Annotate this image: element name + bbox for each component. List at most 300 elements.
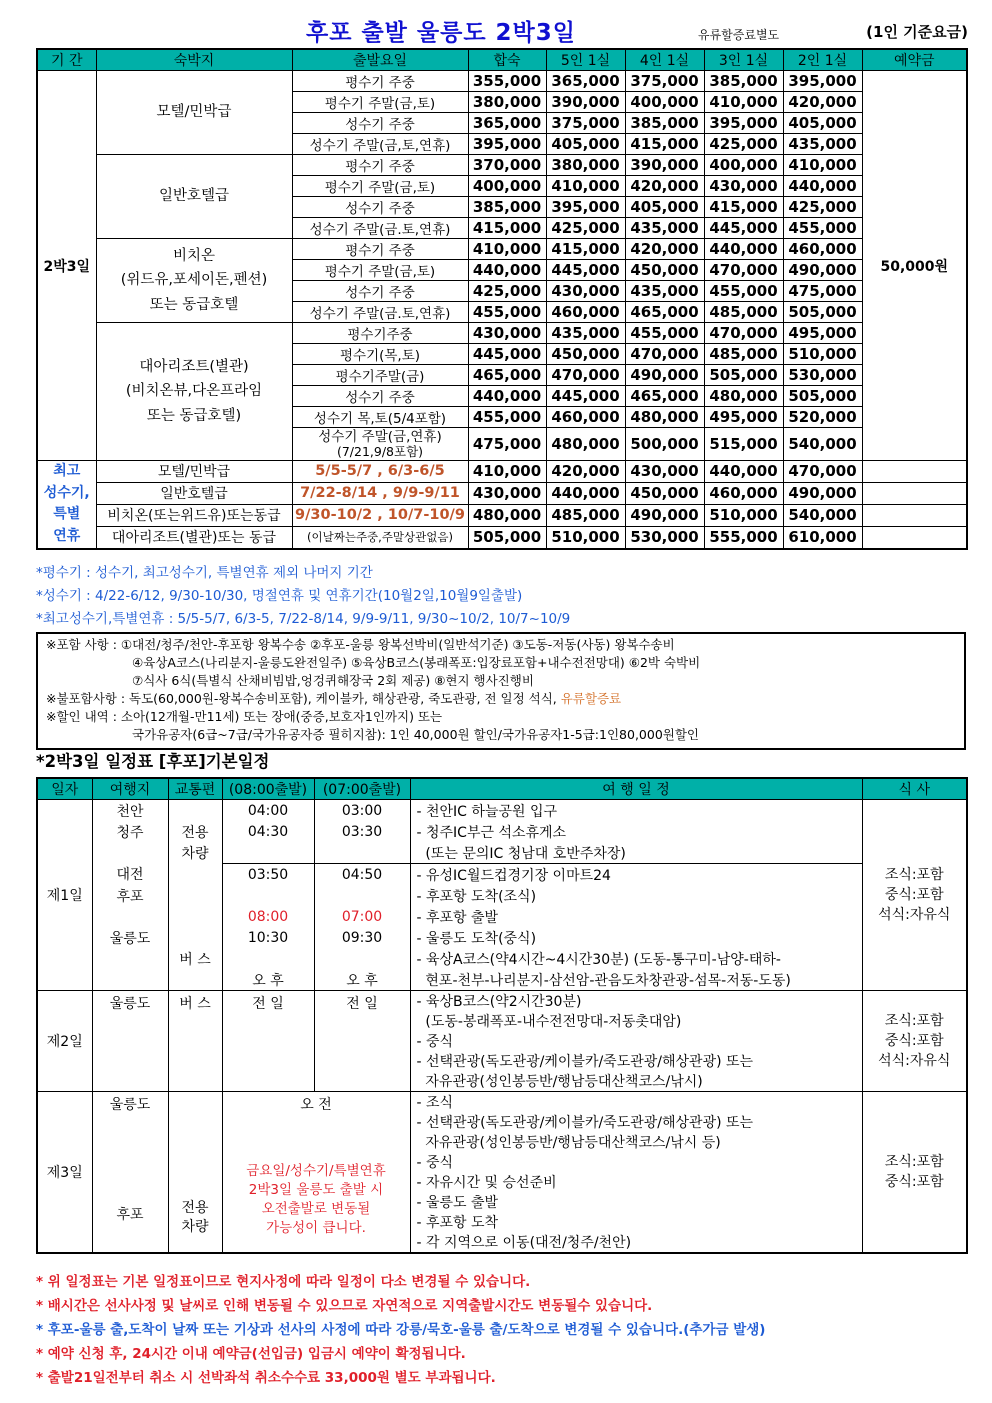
price-cell: 475,000 (468, 428, 546, 461)
price-cell: 435,000 (546, 323, 625, 344)
price-cell: 365,000 (546, 71, 625, 92)
time-morning: 오 전 (300, 1097, 332, 1113)
price-cell: 485,000 (546, 504, 625, 526)
price-cell: 475,000 (783, 281, 862, 302)
price-cell: 395,000 (704, 113, 783, 134)
departure-day-cell (292, 302, 468, 323)
itinerary-item: - 자유시간 및 승선준비 (410, 1172, 862, 1192)
col-5-per-room: 5인 1실 (546, 49, 625, 71)
price-cell: 610,000 (783, 526, 862, 548)
meals-cell-line: 조식:포함 (884, 1153, 944, 1170)
price-cell: 495,000 (704, 407, 783, 428)
accommodation-line: (위드유,포세이돈,펜션) (120, 272, 268, 289)
price-cell: 445,000 (468, 344, 546, 365)
meals-cell-line: 중식:포함 (884, 886, 944, 903)
page-title: 후포 출발 울릉도 2박3일 (306, 20, 576, 46)
meals-cell-line: 중식:포함 (884, 1032, 944, 1049)
price-cell: 400,000 (704, 155, 783, 176)
peak-date-cell: 5/5-5/7 , 6/3-6/5 (292, 461, 468, 483)
peak-period-line: 연휴 (53, 528, 81, 545)
itinerary-item: (도동-봉래폭포-내수전전망대-저동촛대암) (410, 1011, 862, 1031)
price-cell: 480,000 (704, 386, 783, 407)
price-cell: 410,000 (546, 176, 625, 197)
price-cell: 470,000 (546, 365, 625, 386)
itinerary-item: - 육상A코스(약4시간~4시간30분) (도동-통구미-남양-태하- (410, 948, 862, 969)
price-cell: 385,000 (704, 71, 783, 92)
col-dorm: 합숙 (468, 49, 546, 71)
time-0700: 04:50 (314, 864, 410, 886)
accommodation-line: 비치온 (172, 247, 216, 264)
price-cell: 450,000 (625, 482, 704, 504)
peak-accommodation-cell: 비치온(또는위드유)또는동급 (96, 504, 292, 526)
departure-day-cell (292, 113, 468, 134)
price-cell: 440,000 (546, 482, 625, 504)
accommodation-cell (96, 239, 292, 323)
deposit-empty-cell (862, 482, 967, 504)
accommodation-line: 또는 동급호텔) (146, 407, 242, 424)
price-cell: 440,000 (468, 260, 546, 281)
col-0800: (08:00출발) (222, 778, 314, 800)
price-cell: 385,000 (468, 197, 546, 218)
price-cell: 490,000 (783, 260, 862, 281)
peak-date-cell: 7/22-8/14 , 9/9-9/11 (292, 482, 468, 504)
itinerary-item: - 중식 (410, 1152, 862, 1172)
departure-day-text: 성수기 주말(금.토,연휴) (309, 306, 451, 322)
transport-cell (168, 1092, 222, 1254)
price-cell: 425,000 (468, 281, 546, 302)
time-0700: 03:30 (314, 821, 410, 842)
meals-cell-line: 중식:포함 (884, 1174, 944, 1190)
exclusions-line (38, 690, 964, 708)
itinerary-item: - 천안IC 하늘공원 입구 (410, 800, 862, 822)
price-cell: 455,000 (468, 407, 546, 428)
accommodation-line: 대아리조트(별관) (139, 358, 249, 375)
price-cell: 425,000 (704, 134, 783, 155)
price-cell: 420,000 (625, 239, 704, 260)
destination-cell: 청주 (92, 821, 168, 842)
price-cell: 430,000 (704, 176, 783, 197)
departure-day-cell (292, 386, 468, 407)
price-cell: 355,000 (468, 71, 546, 92)
price-cell: 375,000 (625, 71, 704, 92)
accommodation-cell (96, 323, 292, 461)
transport-vehicle: 차량 (168, 842, 222, 864)
departure-day-text: 평수기(목,토) (339, 348, 421, 364)
price-cell: 540,000 (783, 504, 862, 526)
price-table (36, 48, 968, 550)
price-cell: 470,000 (704, 323, 783, 344)
table-row (37, 482, 967, 504)
peak-period-line: 성수기, (43, 484, 90, 501)
time-0800: 전 일 (222, 991, 314, 1092)
meals-cell (862, 991, 967, 1092)
price-cell: 510,000 (704, 504, 783, 526)
price-cell: 440,000 (468, 386, 546, 407)
departure-day-cell (292, 428, 468, 461)
departure-day-cell (292, 176, 468, 197)
departure-day-cell (292, 155, 468, 176)
price-cell: 505,000 (783, 302, 862, 323)
inclusions-line-2: ④육상A코스(나리분지-울릉도완전일주) ⑤육상B코스(봉래폭포:입장료포함+내수전전망대) ⑥2박 숙박비 (132, 655, 701, 670)
time-0700: 07:00 (314, 906, 410, 927)
price-cell: 455,000 (468, 302, 546, 323)
deposit-cell: 50,000원 (862, 71, 967, 461)
accommodation-cell (96, 155, 292, 239)
departure-day-text: 평수기 주중 (345, 159, 415, 175)
col-4-per-room: 4인 1실 (625, 49, 704, 71)
price-cell: 405,000 (546, 134, 625, 155)
schedule-row (37, 885, 967, 906)
price-cell: 440,000 (783, 176, 862, 197)
schedule-row (37, 842, 967, 864)
departure-day-cell (292, 407, 468, 428)
table-row (37, 155, 967, 176)
day-label: 제1일 (37, 800, 92, 991)
price-cell: 455,000 (625, 323, 704, 344)
departure-day-text: 성수기 주중 (345, 285, 415, 301)
deposit-empty-cell (862, 504, 967, 526)
price-cell: 435,000 (625, 281, 704, 302)
note-peak-season: *성수기 : 4/22-6/12, 9/30-10/30, 명절연휴 및 연휴기간(10월2일,10월9일출발) (36, 588, 523, 604)
transport-cell (168, 800, 222, 822)
schedule-header (37, 778, 967, 800)
price-cell: 490,000 (625, 365, 704, 386)
itinerary-item: - 조식 (410, 1092, 862, 1113)
col-2-per-room: 2인 1실 (783, 49, 862, 71)
warning-line: 2박3일 울릉도 출발 시 (248, 1181, 384, 1198)
schedule-row (37, 821, 967, 842)
price-basis: (1인 기준요금) (866, 23, 968, 41)
footer-note: * 출발21일전부터 취소 시 선박좌석 취소수수료 33,000원 별도 부과됩니다. (36, 1370, 496, 1386)
price-cell: 425,000 (546, 218, 625, 239)
table-row (37, 461, 967, 483)
inclusions-box (36, 632, 966, 750)
departure-day-text: 성수기 목,토(5/4포함) (313, 411, 447, 427)
price-cell: 430,000 (468, 482, 546, 504)
departure-day-text: 평수기 주말(금,토) (324, 264, 436, 280)
exclusions-text: ※불포함사항 : 독도(60,000원-왕복수송비포함), 케이블카, 해상관광, 죽도관광, 전 일정 석식, (46, 691, 561, 706)
price-cell: 420,000 (783, 92, 862, 113)
transport-cell (168, 885, 222, 906)
price-cell: 430,000 (625, 461, 704, 483)
col-transport: 교통편 (168, 778, 222, 800)
price-cell: 410,000 (468, 239, 546, 260)
price-cell: 455,000 (704, 281, 783, 302)
itinerary-item: - 후포항 출발 (410, 906, 862, 927)
price-cell: 410,000 (704, 92, 783, 113)
season-notes (36, 562, 966, 631)
price-cell: 495,000 (783, 323, 862, 344)
time-0800: 03:50 (222, 864, 314, 886)
price-cell: 405,000 (625, 197, 704, 218)
departure-day-cell (292, 71, 468, 92)
departure-day-text: 평수기주중 (347, 327, 413, 343)
price-cell: 485,000 (704, 344, 783, 365)
price-cell: 435,000 (625, 218, 704, 239)
departure-day-text: 평수기주말(금) (335, 369, 425, 385)
price-cell: 460,000 (546, 302, 625, 323)
departure-day-text: 평수기 주중 (345, 243, 415, 259)
transport-cell (168, 906, 222, 927)
footer-note: * 배시간은 선사사정 및 날씨로 인해 변동될 수 있으므로 자연적으로 지역출발시간도 변동될수 있습니다. (36, 1298, 653, 1314)
footer-note: * 위 일정표는 기본 일정표이므로 현지사정에 따라 일정이 다소 변경될 수 있습니다. (36, 1274, 531, 1290)
itinerary-item: - 후포항 도착(조식) (410, 885, 862, 906)
itinerary-item: - 울릉도 도착(중식) (410, 927, 862, 948)
destination-cell (92, 1092, 168, 1254)
time-0700 (314, 948, 410, 969)
time-0800: 04:00 (222, 800, 314, 822)
departure-day-cell (292, 281, 468, 302)
price-cell: 515,000 (704, 428, 783, 461)
itinerary-item: 자유관광(성인봉등반/행남등대산책코스/낚시) (410, 1071, 862, 1092)
peak-accommodation-cell: 일반호텔급 (96, 482, 292, 504)
time-0800: 오 후 (222, 969, 314, 991)
meals-cell (862, 800, 967, 991)
price-cell: 410,000 (783, 155, 862, 176)
table-row (37, 323, 967, 344)
departure-day-cell (292, 365, 468, 386)
note-top-peak: *최고성수기,특별연휴 : 5/5-5/7, 6/3-5, 7/22-8/14, 9/9-9/11, 9/30~10/2, 10/7~10/9 (36, 611, 571, 627)
table-row (37, 239, 967, 260)
departure-day-cell (292, 197, 468, 218)
transport-cell (168, 864, 222, 886)
transport-bus: 버 스 (168, 948, 222, 969)
time-0800: 08:00 (222, 906, 314, 927)
itinerary-item: - 선택관광(독도관광/케이블카/죽도관광/해상관광) 또는 (410, 1051, 862, 1071)
day-label: 제2일 (37, 991, 92, 1092)
departure-day-text: 성수기 주중 (345, 201, 415, 217)
price-cell: 465,000 (625, 386, 704, 407)
price-cell: 390,000 (546, 92, 625, 113)
price-cell: 445,000 (704, 218, 783, 239)
meals-cell-line: 석식:자유식 (878, 907, 951, 924)
price-cell: 435,000 (783, 134, 862, 155)
price-cell: 470,000 (625, 344, 704, 365)
price-cell: 465,000 (625, 302, 704, 323)
time-0800 (222, 948, 314, 969)
destination-cell (92, 842, 168, 864)
departure-day-cell (292, 323, 468, 344)
itinerary-item: - 울릉도 출발 (410, 1192, 862, 1212)
peak-period-line: 최고 (53, 463, 81, 479)
header (36, 12, 968, 48)
day-label: 제3일 (37, 1092, 92, 1254)
price-cell: 395,000 (468, 134, 546, 155)
price-cell: 380,000 (468, 92, 546, 113)
time-0700: 09:30 (314, 927, 410, 948)
price-cell: 365,000 (468, 113, 546, 134)
period-cell: 2박3일 (37, 71, 96, 461)
warning-line: 금요일/성수기/특별연휴 (246, 1163, 386, 1179)
time-0800 (222, 842, 314, 864)
schedule-row (37, 906, 967, 927)
early-departure-warning (223, 1162, 410, 1238)
transport-bus: 버 스 (168, 991, 222, 1092)
departure-day-text: 성수기 주중 (345, 390, 415, 406)
departure-day-cell (292, 239, 468, 260)
departure-day-text: 평수기 주말(금,토) (324, 96, 436, 112)
departure-day-text: 성수기 주중 (345, 117, 415, 133)
price-cell: 385,000 (625, 113, 704, 134)
destination-cell: 울릉도 (92, 927, 168, 948)
schedule-row (37, 927, 967, 948)
departure-day-cell (292, 218, 468, 239)
peak-date-cell: 9/30-10/2 , 10/7-10/9 (292, 504, 468, 526)
col-itinerary: 여 행 일 정 (410, 778, 862, 800)
inclusions-line-3: ⑦식사 6식(특별식 산채비빔밥,엉겅퀴해장국 2회 제공) ⑧현지 행사진행비 (132, 673, 534, 688)
price-cell: 460,000 (704, 482, 783, 504)
price-cell: 490,000 (625, 504, 704, 526)
departure-day-text: 성수기 주말(금.토,연휴) (309, 222, 451, 238)
itinerary-item: - 선택관광(독도관광/케이블카/죽도관광/해상관광) 또는 (410, 1112, 862, 1132)
price-cell: 445,000 (546, 386, 625, 407)
accommodation-line: 일반호텔급 (158, 188, 230, 205)
destination-cell (92, 969, 168, 991)
col-meals: 식 사 (862, 778, 967, 800)
price-cell: 460,000 (783, 239, 862, 260)
departure-day-cell (292, 260, 468, 281)
col-destination: 여행지 (92, 778, 168, 800)
table-row (37, 504, 967, 526)
price-cell: 505,000 (468, 526, 546, 548)
meals-cell-line: 조식:포함 (884, 1012, 944, 1029)
price-cell: 510,000 (783, 344, 862, 365)
itinerary-item: - 각 지역으로 이동(대전/청주/천안) (410, 1232, 862, 1253)
price-cell: 415,000 (468, 218, 546, 239)
price-cell: 440,000 (704, 461, 783, 483)
price-cell: 505,000 (704, 365, 783, 386)
peak-period-cell (37, 461, 96, 549)
price-cell: 430,000 (546, 281, 625, 302)
price-cell: 480,000 (546, 428, 625, 461)
accommodation-cell (96, 71, 292, 155)
schedule-table (36, 777, 968, 1254)
footer-note: * 예약 신청 후, 24시간 이내 예약금(선입금) 입금시 예약이 확정됩니다. (36, 1346, 466, 1362)
itinerary-item: - 청주IC부근 석소휴게소 (410, 821, 862, 842)
price-cell: 445,000 (546, 260, 625, 281)
price-cell: 485,000 (704, 302, 783, 323)
departure-day-text: 평수기 주말(금,토) (324, 180, 436, 196)
table-row (37, 71, 967, 92)
departure-day-cell (292, 134, 468, 155)
price-cell: 465,000 (468, 365, 546, 386)
col-departure-day: 출발요일 (292, 49, 468, 71)
price-cell: 440,000 (704, 239, 783, 260)
time-0700 (314, 842, 410, 864)
col-accommodation: 숙박지 (96, 49, 292, 71)
price-cell: 415,000 (625, 134, 704, 155)
time-0700: 03:00 (314, 800, 410, 822)
col-0700: (07:00출발) (314, 778, 410, 800)
time-0700: 전 일 (314, 991, 410, 1092)
price-cell: 400,000 (625, 92, 704, 113)
departure-day-text: 평수기 주중 (345, 75, 415, 91)
destination-cell (92, 906, 168, 927)
schedule-title: *2박3일 일정표 [후포]기본일정 (36, 752, 270, 771)
morning-departure-cell (222, 1092, 410, 1254)
price-cell: 420,000 (625, 176, 704, 197)
destination-cell: 울릉도 (92, 991, 168, 1092)
inclusions-line-1: ※포함 사항 : ①대전/청주/천안-후포항 왕복수송 ②후포-울릉 왕복선박비(일반석기준) ③도동-저동(사동) 왕복수송비 (46, 637, 675, 652)
price-cell: 540,000 (783, 428, 862, 461)
warning-line: 가능성이 큽니다. (266, 1219, 366, 1236)
price-cell: 490,000 (783, 482, 862, 504)
price-cell: 530,000 (783, 365, 862, 386)
price-cell: 425,000 (783, 197, 862, 218)
time-0700 (314, 885, 410, 906)
price-cell: 450,000 (625, 260, 704, 281)
footer-note: * 후포-울릉 출,도착이 날짜 또는 기상과 선사의 사정에 따라 강릉/묵호-울릉 출/도착으로 변경될 수 있습니다.(추가금 발생) (36, 1322, 766, 1338)
col-period: 기 간 (37, 49, 96, 71)
schedule-row (37, 948, 967, 969)
price-cell: 450,000 (546, 344, 625, 365)
footer-notes (36, 1270, 966, 1390)
price-cell: 395,000 (783, 71, 862, 92)
price-cell: 420,000 (546, 461, 625, 483)
note-off-season: *평수기 : 성수기, 최고성수기, 특별연휴 제외 나머지 기간 (36, 565, 373, 581)
price-cell: 480,000 (468, 504, 546, 526)
departure-day-cell (292, 92, 468, 113)
col-date: 일자 (37, 778, 92, 800)
price-cell: 470,000 (704, 260, 783, 281)
itinerary-item: 현포-천부-나리분지-삼선암-관음도차창관광-섬목-저동-도동) (410, 969, 862, 991)
price-cell: 455,000 (783, 218, 862, 239)
warning-line: 오전출발로 변동될 (261, 1200, 371, 1217)
schedule-row (37, 991, 967, 1012)
itinerary-item: 자유관광(성인봉등반/행남등대산책코스/낚시 등) (410, 1132, 862, 1152)
price-cell: 400,000 (468, 176, 546, 197)
price-cell: 415,000 (546, 239, 625, 260)
departure-day-text: 성수기 주말(금,연휴) (318, 428, 442, 445)
destination-cell: 대전 (92, 864, 168, 886)
price-cell: 370,000 (468, 155, 546, 176)
peak-period-line: 특별 (53, 506, 81, 523)
fuel-surcharge-highlight: 유류할증료 (560, 691, 622, 706)
price-cell: 510,000 (546, 526, 625, 548)
schedule-row (37, 969, 967, 991)
schedule-row (37, 1092, 967, 1113)
deposit-empty-cell (862, 461, 967, 483)
itinerary-item: - 후포항 도착 (410, 1212, 862, 1232)
meals-cell-line: 조식:포함 (884, 866, 944, 883)
departure-day-cell (292, 344, 468, 365)
peak-accommodation-cell: 대아리조트(별관)또는 동급 (96, 526, 292, 548)
price-cell: 505,000 (783, 386, 862, 407)
destination-top: 울릉도 (109, 1097, 151, 1113)
transport-private: 전용 (181, 1199, 209, 1216)
deposit-empty-cell (862, 526, 967, 548)
accommodation-line: 모텔/민박급 (156, 104, 232, 121)
fuel-note: 유류할증료별도 (698, 28, 780, 42)
destination-cell: 후포 (92, 885, 168, 906)
price-cell: 405,000 (783, 113, 862, 134)
price-cell: 395,000 (546, 197, 625, 218)
schedule-row (37, 864, 967, 886)
itinerary-item: (또는 문의IC 청남대 호반주차장) (410, 842, 862, 864)
price-table-header (37, 49, 967, 71)
departure-day-text: 성수기 주말(금,토,연휴) (309, 138, 451, 154)
time-0800 (222, 885, 314, 906)
destination-bottom: 후포 (116, 1207, 144, 1223)
price-cell: 470,000 (783, 461, 862, 483)
itinerary-item: - 육상B코스(약2시간30분) (410, 991, 862, 1012)
price-cell: 480,000 (625, 407, 704, 428)
transport-cell (168, 927, 222, 948)
transport-vehicle: 차량 (181, 1219, 209, 1236)
time-0800: 04:30 (222, 821, 314, 842)
price-cell: 555,000 (704, 526, 783, 548)
price-cell: 415,000 (704, 197, 783, 218)
